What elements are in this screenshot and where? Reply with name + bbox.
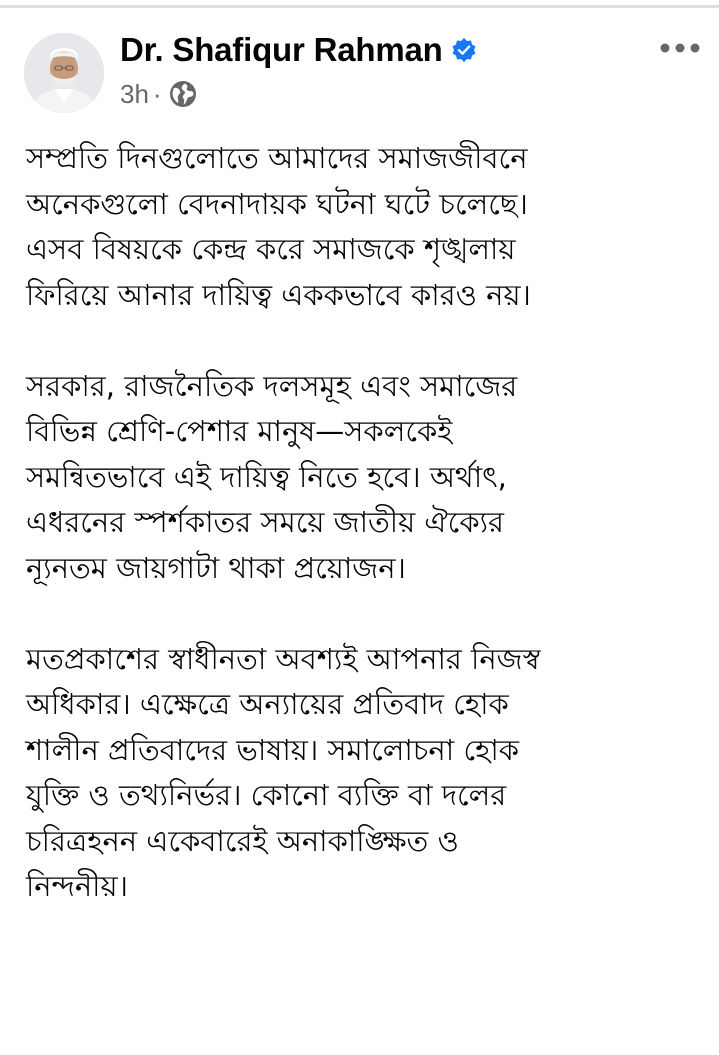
- post-line: বিভিন্ন শ্রেণি-পেশার মানুষ—সকলকেই: [26, 414, 453, 448]
- post-line: শালীন প্রতিবাদের ভাষায়। সমালোচনা হোক: [26, 732, 520, 767]
- more-dots-icon: [658, 42, 702, 54]
- post-line: অধিকার। এক্ষেত্রে অন্যায়ের প্রতিবাদ হোক: [26, 687, 509, 721]
- more-options-button[interactable]: [655, 28, 705, 68]
- post-line: সরকার, রাজনৈতিক দলসমূহ এবং সমাজের: [26, 368, 518, 403]
- post-header: [0, 0, 719, 115]
- post-line: এসব বিষয়কে কেন্দ্র করে সমাজকে শৃঙ্খলায়: [26, 232, 516, 266]
- post-timestamp[interactable]: 3h: [120, 78, 149, 109]
- avatar[interactable]: [24, 33, 104, 113]
- post-paragraph: [26, 136, 706, 318]
- post-meta: [120, 76, 198, 112]
- avatar-portrait-icon: [24, 33, 104, 113]
- meta-separator: ·: [152, 78, 162, 109]
- post-line: ন্যূনতম জায়গাটা থাকা প্রয়োজন।: [26, 550, 406, 585]
- post-line: চরিত্রহনন একেবারেই অনাকাঙ্ক্ষিত ও: [26, 823, 459, 858]
- post-line: অনেকগুলো বেদনাদায়ক ঘটনা ঘটে চলেছে।: [26, 186, 528, 221]
- post-line: সমন্বিতভাবে এই দায়িত্ব নিতে হবে। অর্থাৎ,: [26, 459, 507, 494]
- post-line: মতপ্রকাশের স্বাধীনতা অবশ্যই আপনার নিজস্ব: [26, 641, 541, 676]
- post-paragraph: [26, 364, 706, 592]
- post-body: [26, 136, 706, 910]
- verified-badge-icon: [451, 37, 477, 63]
- post-line: এধরনের স্পর্শকাতর সময়ে জাতীয় ঐক্যের: [26, 505, 504, 539]
- post-line: সম্প্রতি দিনগুলোতে আমাদের সমাজজীবনে: [26, 141, 528, 175]
- post-paragraph: [26, 637, 706, 910]
- post-line: ফিরিয়ে আনার দায়িত্ব এককভাবে কারও নয়।: [26, 277, 531, 312]
- post-line: যুক্তি ও তথ্যনির্ভর। কোনো ব্যক্তি বা দলের: [26, 778, 507, 812]
- post-line: নিন্দনীয়।: [26, 869, 128, 903]
- author-row: [120, 28, 477, 72]
- author-name[interactable]: Dr. Shafiqur Rahman: [120, 31, 443, 68]
- globe-icon[interactable]: [168, 79, 198, 109]
